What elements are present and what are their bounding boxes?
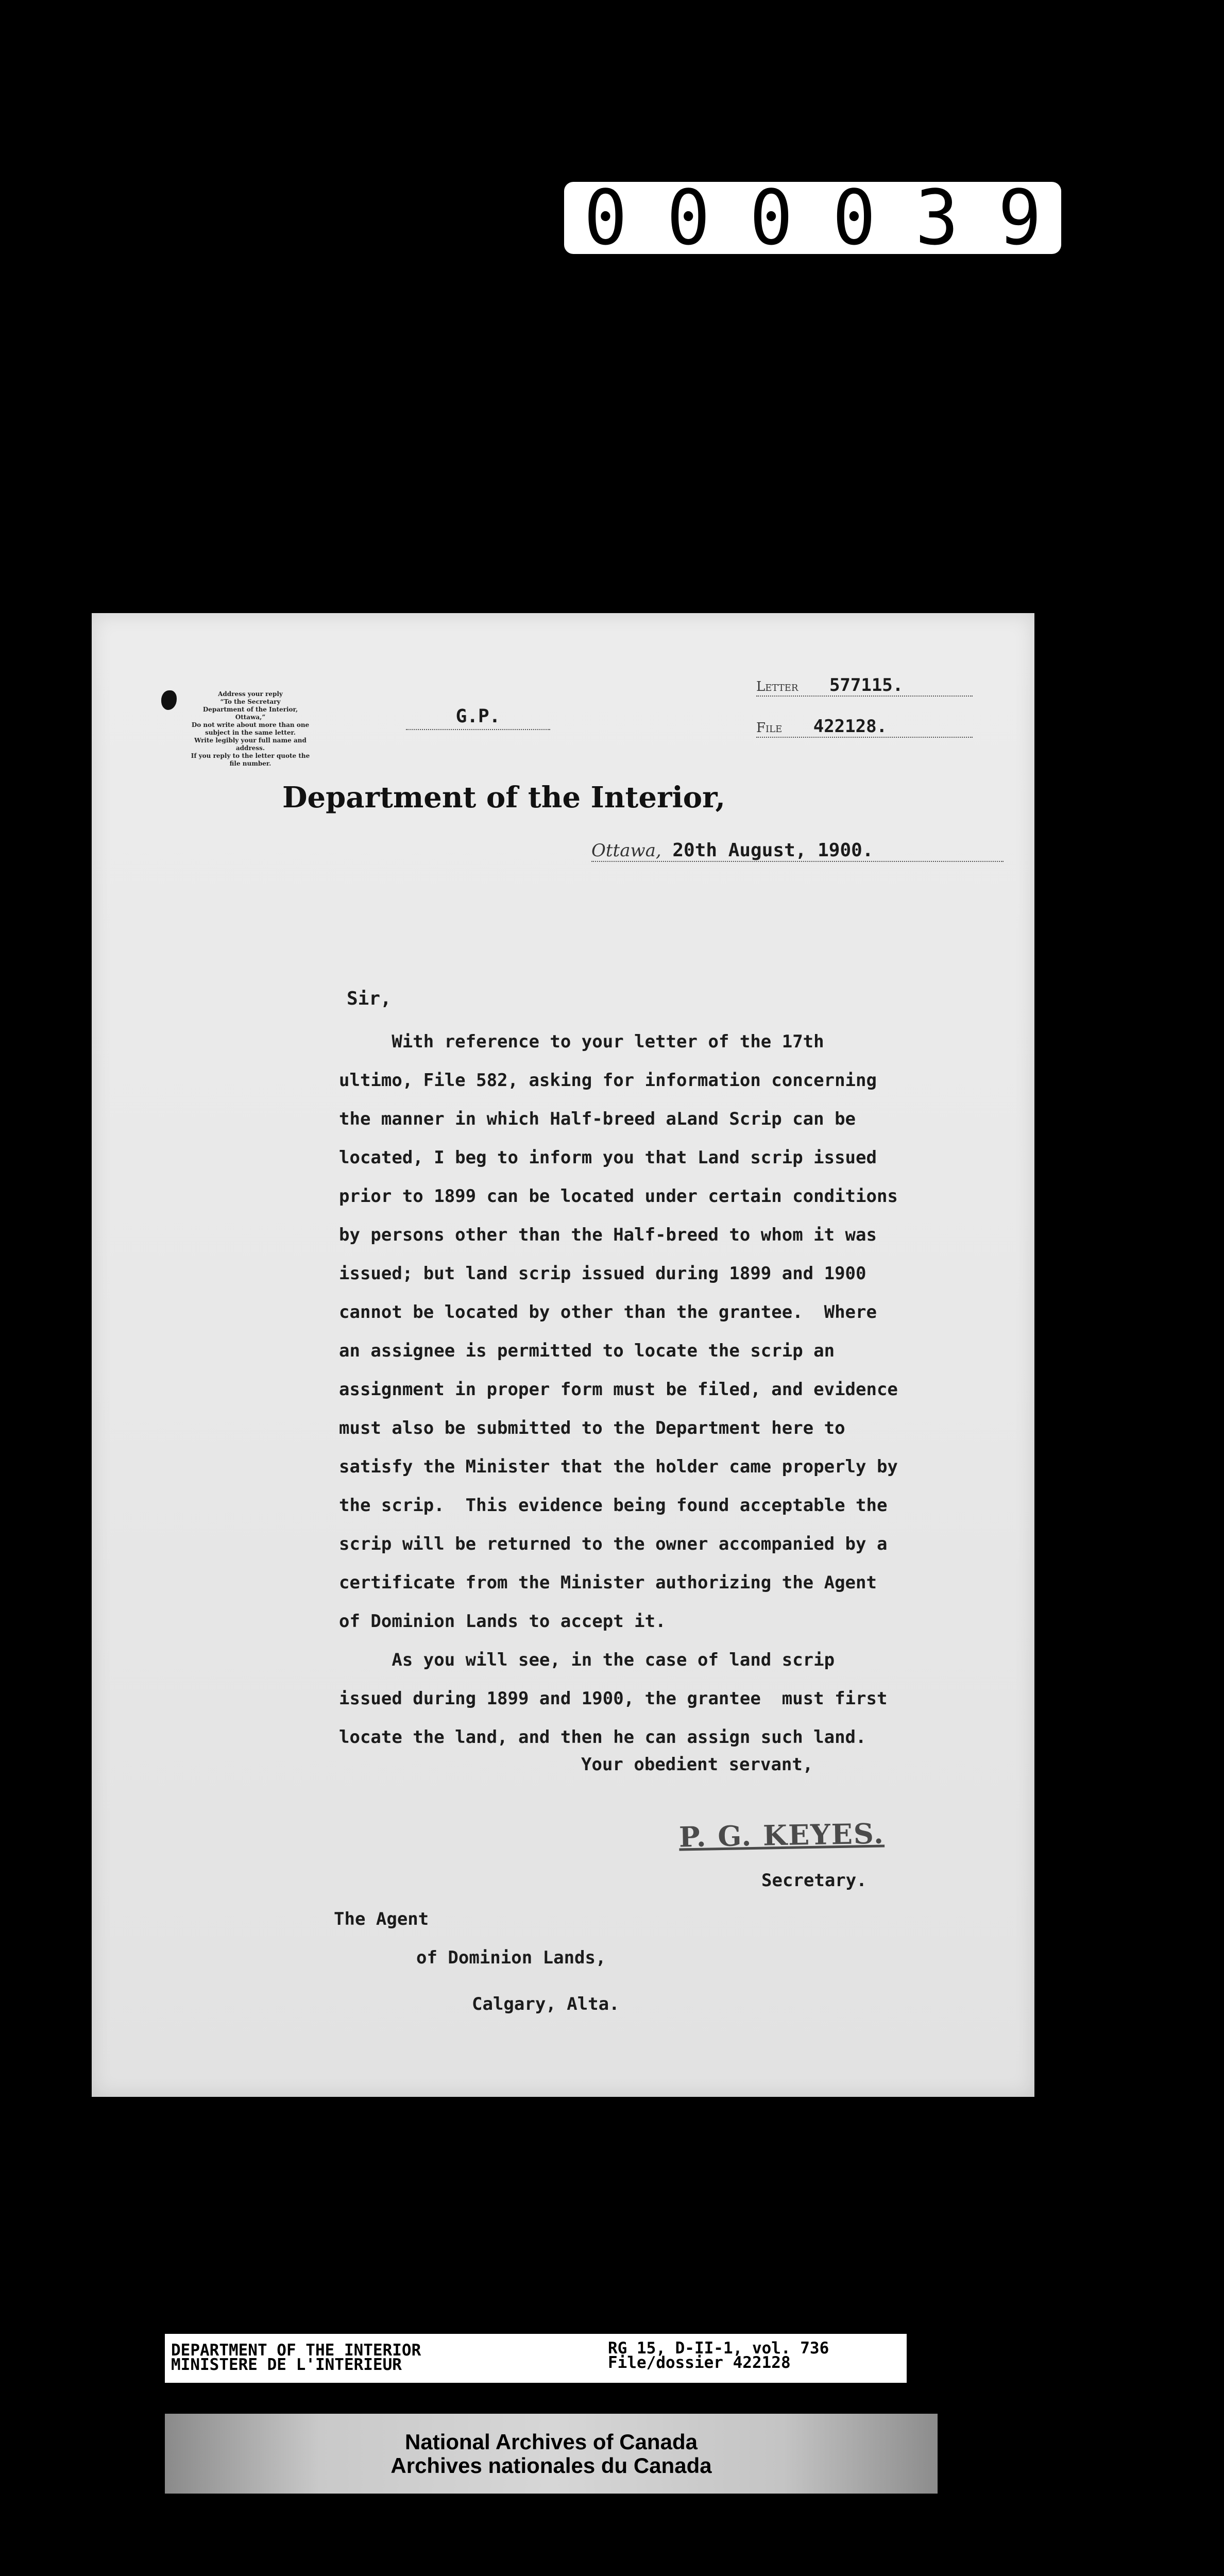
body-line: locate the land, and then he can assign such land. [339, 1727, 866, 1748]
archive-reference-label [165, 2334, 907, 2383]
reply-instruction-line: If you reply to the letter quote the [191, 752, 310, 759]
department-fr: MINISTERE DE L'INTERIEUR [171, 2355, 402, 2374]
department-en: DEPARTMENT OF THE INTERIOR [171, 2341, 421, 2360]
body-line: of Dominion Lands to accept it. [339, 1611, 666, 1632]
body-line: scrip will be returned to the owner accompanied by a [339, 1534, 888, 1554]
letter-page [92, 613, 1034, 2097]
body-line: an assignee is permitted to locate the scrip an [339, 1341, 835, 1361]
department-heading: Department of the Interior, [282, 781, 726, 815]
addressee-line: The Agent [334, 1909, 429, 1929]
body-line: With reference to your letter of the 17th [339, 1031, 824, 1052]
frame-digit: 0 [832, 174, 876, 262]
closing: Your obedient servant, [581, 1754, 813, 1775]
body-line: the scrip. This evidence being found acceptable the [339, 1495, 888, 1516]
archives-name-en: National Archives of Canada [405, 2429, 698, 2454]
frame-number-label [564, 174, 1061, 262]
frame-digit: 9 [998, 174, 1042, 262]
file-dossier-ref: File/dossier 422128 [608, 2353, 791, 2372]
body-line: issued during 1899 and 1900, the grantee must first [339, 1688, 888, 1709]
archives-banner [165, 2414, 938, 2494]
body-line: cannot be located by other than the grantee. Where [339, 1302, 877, 1323]
signature-title: Secretary. [761, 1870, 867, 1891]
body-line: prior to 1899 can be located under certain conditions [339, 1186, 898, 1207]
reply-instruction-line: Address your reply [218, 690, 283, 698]
body-line: assignment in proper form must be filed, and evidence [339, 1379, 898, 1400]
reply-instruction-line: Do not write about more than one [191, 721, 310, 728]
date-line [591, 840, 1004, 862]
reply-instruction-line: Department of the Interior, [202, 706, 298, 713]
signature-stamp: P. G. KEYES. [678, 1817, 885, 1854]
reply-instruction-line: Ottawa,” [235, 714, 266, 721]
body-line: located, I beg to inform you that Land scrip issued [339, 1147, 877, 1168]
reply-instructions [158, 690, 343, 768]
frame-digit: 3 [915, 174, 959, 262]
reply-instruction-line: “To the Secretary [220, 698, 281, 705]
body-line: the manner in which Half-breed aLand Scrip can be [339, 1109, 856, 1129]
letter-body [339, 1023, 1060, 1757]
frame-digit: 0 [584, 174, 627, 262]
reply-instruction-line: file number. [229, 760, 271, 767]
body-line: satisfy the Minister that the holder came properly by [339, 1456, 898, 1477]
place-name: Ottawa, [591, 840, 661, 861]
letter-date: 20th August, 1900. [672, 840, 874, 861]
addressee-line: of Dominion Lands, [416, 1947, 606, 1968]
reply-instruction-line: address. [235, 744, 265, 752]
frame-digit: 0 [667, 174, 710, 262]
letter-ref-label: Letter [756, 679, 798, 694]
archives-name-fr: Archives nationales du Canada [390, 2453, 712, 2478]
body-line: must also be submitted to the Department here to [339, 1418, 845, 1438]
body-line: As you will see, in the case of land scrip [339, 1650, 835, 1670]
record-group-ref: RG 15, D-II-1, vol. 736 [608, 2339, 829, 2358]
body-line: issued; but land scrip issued during 1899 and 1900 [339, 1263, 866, 1284]
file-ref-number: 422128. [813, 716, 888, 737]
letter-ref-number: 577115. [829, 675, 904, 696]
letter-reference [756, 675, 973, 697]
reply-instruction-line: Write legibly your full name and [194, 737, 307, 744]
gp-initials: G.P. [406, 706, 550, 730]
addressee-line: Calgary, Alta. [472, 1994, 620, 2014]
frame-digit: 0 [749, 174, 793, 262]
body-line: certificate from the Minister authorizing the Agent [339, 1572, 877, 1593]
file-ref-label: File [756, 720, 783, 736]
body-line: ultimo, File 582, asking for information concerning [339, 1070, 877, 1091]
file-reference [756, 716, 973, 738]
salutation: Sir, [347, 988, 392, 1009]
body-line: by persons other than the Half-breed to whom it was [339, 1225, 877, 1245]
reply-instruction-line: subject in the same letter. [205, 729, 296, 736]
